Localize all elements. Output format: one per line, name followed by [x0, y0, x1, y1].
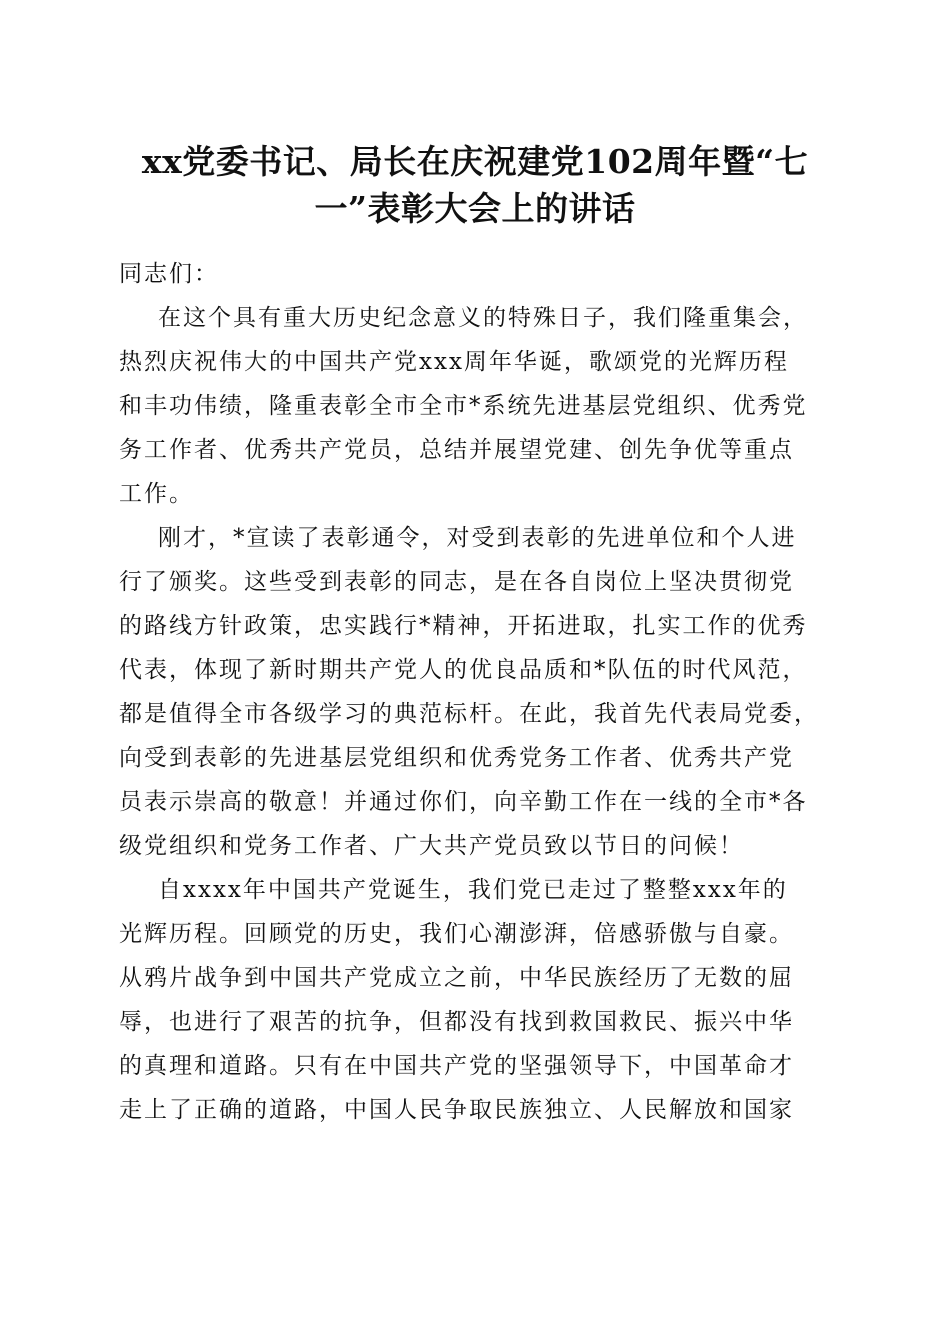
paragraph-line: 都是值得全市各级学习的典范标杆。在此，我首先代表局党委， [119, 701, 819, 727]
paragraph-line: 行了颁奖。这些受到表彰的同志，是在各自岗位上坚决贯彻党 [119, 569, 794, 595]
paragraph-line: 从鸦片战争到中国共产党成立之前，中华民族经历了无数的屈 [119, 965, 794, 991]
paragraph-line: 的真理和道路。只有在中国共产党的坚强领导下，中国革命才 [119, 1053, 794, 1079]
paragraph-line: 向受到表彰的先进基层党组织和优秀党务工作者、优秀共产党 [119, 745, 794, 771]
document-body [119, 252, 831, 1132]
paragraph-line: 辱，也进行了艰苦的抗争，但都没有找到救国救民、振兴中华 [119, 1009, 794, 1035]
paragraph-line: 代表，体现了新时期共产党人的优良品质和*队伍的时代风范， [119, 657, 808, 683]
paragraph-line: 光辉历程。回顾党的历史，我们心潮澎湃，倍感骄傲与自豪。 [119, 921, 794, 947]
paragraph-line: 工作。 [119, 481, 194, 507]
paragraph-line: 的路线方针政策，忠实践行*精神，开拓进取，扎实工作的优秀 [119, 613, 808, 639]
salutation: 同志们： [119, 261, 219, 287]
paragraph-line: 在这个具有重大历史纪念意义的特殊日子，我们隆重集会， [158, 305, 808, 331]
paragraph-line: 员表示崇高的敬意！并通过你们，向辛勤工作在一线的全市*各 [119, 789, 808, 815]
paragraph-line: 走上了正确的道路，中国人民争取民族独立、人民解放和国家 [119, 1097, 794, 1123]
paragraph-line: 刚才，*宣读了表彰通令，对受到表彰的先进单位和个人进 [158, 525, 797, 551]
document-title [115, 138, 835, 232]
paragraph-line: 级党组织和党务工作者、广大共产党员致以节日的问候！ [119, 833, 744, 859]
paragraph-2 [119, 516, 831, 868]
paragraph-3 [119, 868, 831, 1132]
paragraph-line: 务工作者、优秀共产党员，总结并展望党建、创先争优等重点 [119, 437, 794, 463]
paragraph-line: 热烈庆祝伟大的中国共产党xxx周年华诞，歌颂党的光辉历程 [119, 349, 789, 375]
title-line-1: xx党委书记、局长在庆祝建党102周年暨“七 [141, 142, 809, 181]
paragraph-line: 和丰功伟绩，隆重表彰全市全市*系统先进基层党组织、优秀党 [119, 393, 808, 419]
title-line-2: 一”表彰大会上的讲话 [314, 189, 636, 228]
paragraph-1 [119, 296, 831, 516]
paragraph-line: 自xxxx年中国共产党诞生，我们党已走过了整整xxx年的 [158, 877, 788, 903]
